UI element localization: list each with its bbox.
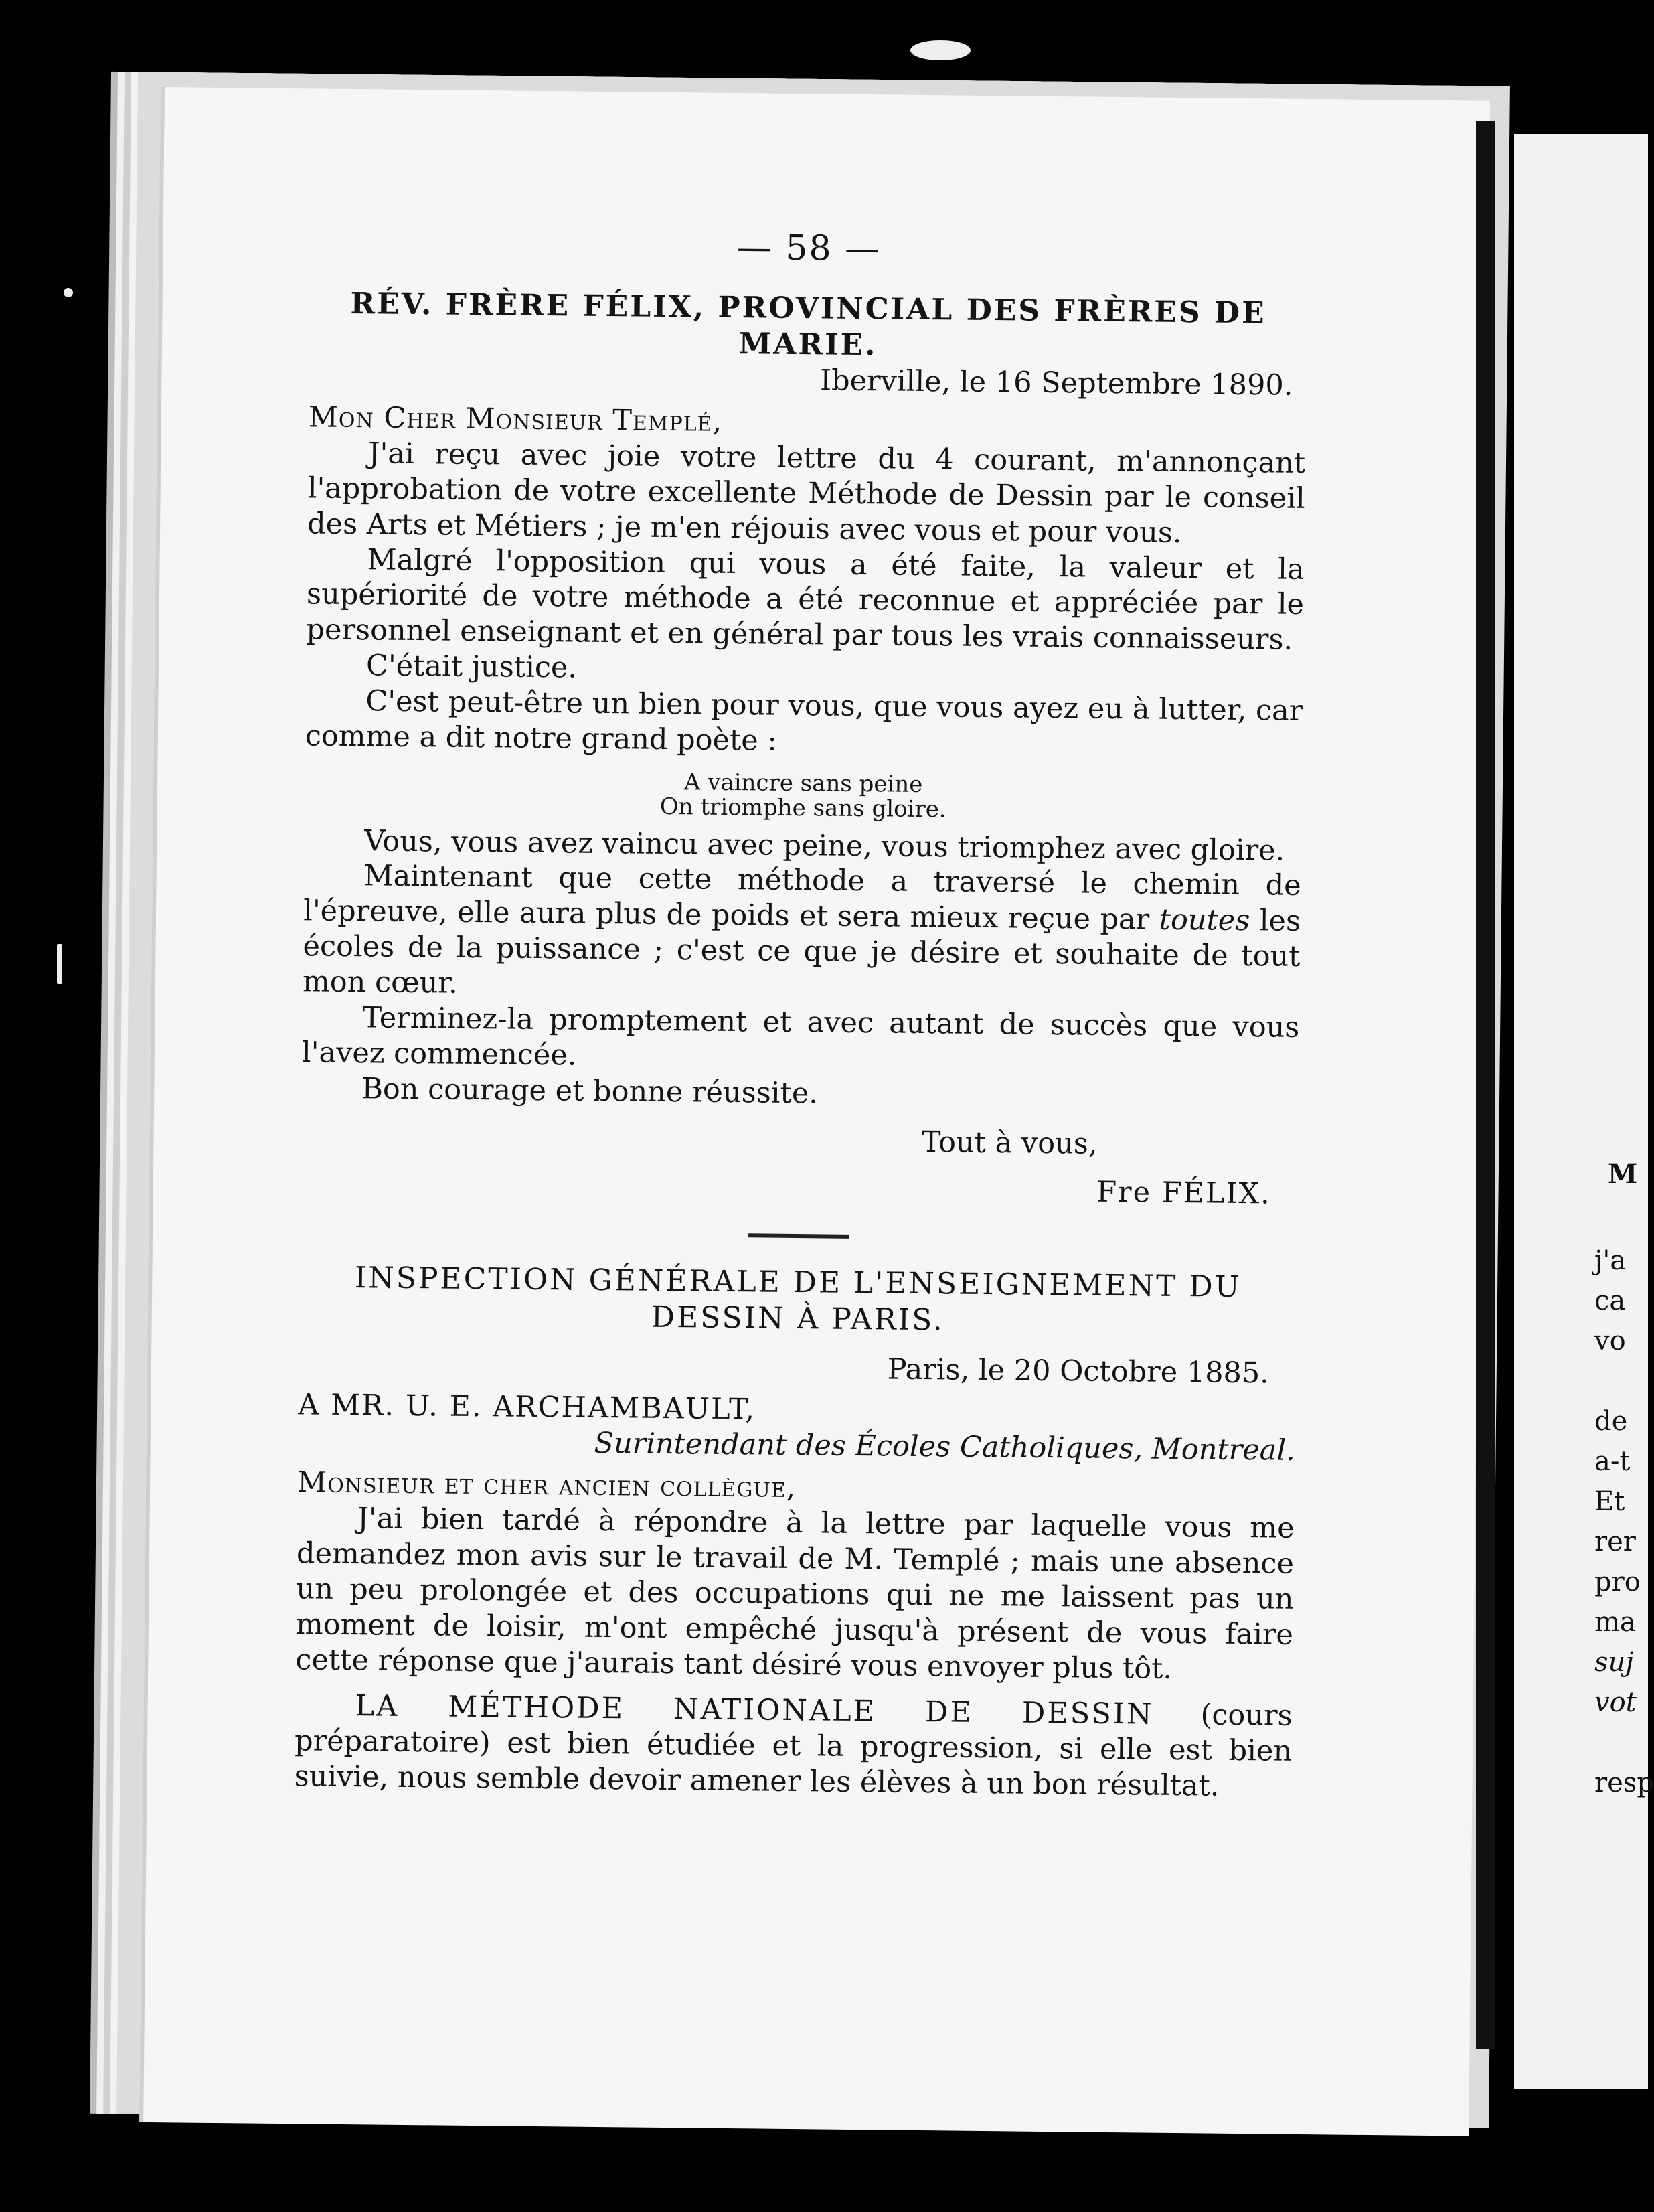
letter1-text: Maintenant que cette méthode a traversé le chemin de l'épreuve, elle aura plus de poids et sera mieux reçue par: [303, 859, 1301, 937]
facing-page-fragment: de: [1594, 1406, 1628, 1437]
letter2-salutation: Monsieur et cher ancien collègue,: [297, 1466, 797, 1505]
letter1-paragraph: C'est peut-être un bien pour vous, que vous ayez eu à lutter, car comme a dit notre grand poète :: [305, 684, 1303, 758]
letter1-heading: RÉV. FRÈRE FÉLIX, PROVINCIAL DES FRÈRES DE MARIE.: [350, 286, 1266, 363]
letter2-addressee: A MR. U. E. ARCHAMBAULT,: [298, 1388, 756, 1427]
facing-page-fragment: ca: [1594, 1285, 1626, 1316]
verse-line: A vaincre sans peine: [683, 769, 923, 798]
letter1-closing: Tout à vous,: [921, 1125, 1098, 1161]
letter2-heading-line2: DESSIN À PARIS.: [651, 1300, 945, 1338]
letter1-emphasis: toutes: [1159, 903, 1250, 938]
book-page: [139, 87, 1490, 2136]
page-content: [294, 222, 1308, 1805]
facing-page-fragment: suj: [1594, 1647, 1634, 1678]
letter1-salutation: Mon Cher Monsieur Templé,: [308, 400, 723, 439]
scan-speck: [910, 40, 971, 60]
letter2-paragraph: J'ai bien tardé à répondre à la lettre par laquelle vous me demandez mon avis sur le travail de M. Templé ; mais une absence un peu prolongée et des occupations qui ne me laissent pas un moment de loisir, m'ont empêché jusqu'à présent de vous faire cette réponse que j'aurais tant désiré vous envoyer plus tôt.: [295, 1502, 1295, 1686]
letter1-text: les écoles de la puissance ; c'est ce que je désire et souhaite de tout mon cœur.: [302, 904, 1301, 1000]
verse-quote: [305, 766, 1303, 826]
book-gutter: [1476, 121, 1495, 2049]
facing-page-fragment: resp: [1594, 1767, 1654, 1798]
letter2-addressee-title: Surintendant des Écoles Catholiques, Montreal.: [594, 1427, 1296, 1468]
letter1-paragraph: Vous, vous avez vaincu avec peine, vous triomphez avec gloire.: [363, 823, 1285, 868]
letter2-heading-line1: INSPECTION GÉNÉRALE DE L'ENSEIGNEMENT DU: [354, 1261, 1242, 1305]
facing-page-fragment: M: [1608, 1158, 1638, 1190]
letter1-paragraph: Malgré l'opposition qui vous a été faite, la valeur et la supériorité de votre méthode a été reconnue et appréciée par le personnel enseignant et en général par tous les vrais connaisseurs.: [306, 542, 1305, 657]
facing-page-fragment: pro: [1594, 1567, 1641, 1597]
letter1-signature: Fre FÉLIX.: [1096, 1176, 1272, 1211]
letter1-paragraph: Bon courage et bonne réussite.: [361, 1071, 819, 1111]
letter2-paragraph: [294, 1688, 1293, 1805]
facing-page-edge: [1514, 134, 1654, 2089]
facing-page-fragment: vo: [1594, 1326, 1626, 1356]
letter1-paragraph: C'était justice.: [365, 649, 578, 685]
letter2-dateline: Paris, le 20 Octobre 1885.: [887, 1352, 1270, 1390]
method-name: LA MÉTHODE NATIONALE DE DESSIN: [355, 1689, 1154, 1732]
letter1-paragraph: Terminez-la promptement et avec autant de succès que vous l'avez commencée.: [301, 1001, 1300, 1073]
letter1-dateline: Iberville, le 16 Septembre 1890.: [819, 364, 1293, 402]
letter1-paragraph: [303, 858, 1301, 1010]
scan-speck: [64, 288, 73, 297]
section-divider: [748, 1234, 849, 1239]
facing-page-fragment: ma: [1594, 1607, 1636, 1638]
facing-page-fragment: Et: [1594, 1486, 1625, 1517]
facing-page-fragment: vot: [1594, 1687, 1637, 1718]
facing-page-fragment: a-t: [1594, 1446, 1631, 1477]
letter2-text: (cours préparatoire) est bien étudiée et la progression, si elle est bien suivie, nous semble devoir amener les élèves à un bon résultat.: [294, 1698, 1293, 1803]
letter1-paragraph: J'ai reçu avec joie votre lettre du 4 courant, m'annonçant l'approbation de votre excellente Méthode de Dessin par le conseil des Arts et Métiers ; je m'en réjouis avec vous et pour vous.: [307, 437, 1306, 550]
page-number: — 58 —: [736, 228, 882, 270]
verse-line: On triomphe sans gloire.: [659, 793, 946, 823]
facing-page-fragment: rer: [1594, 1526, 1636, 1557]
scan-speck: [57, 944, 62, 984]
facing-page-fragment: j'a: [1594, 1245, 1627, 1276]
